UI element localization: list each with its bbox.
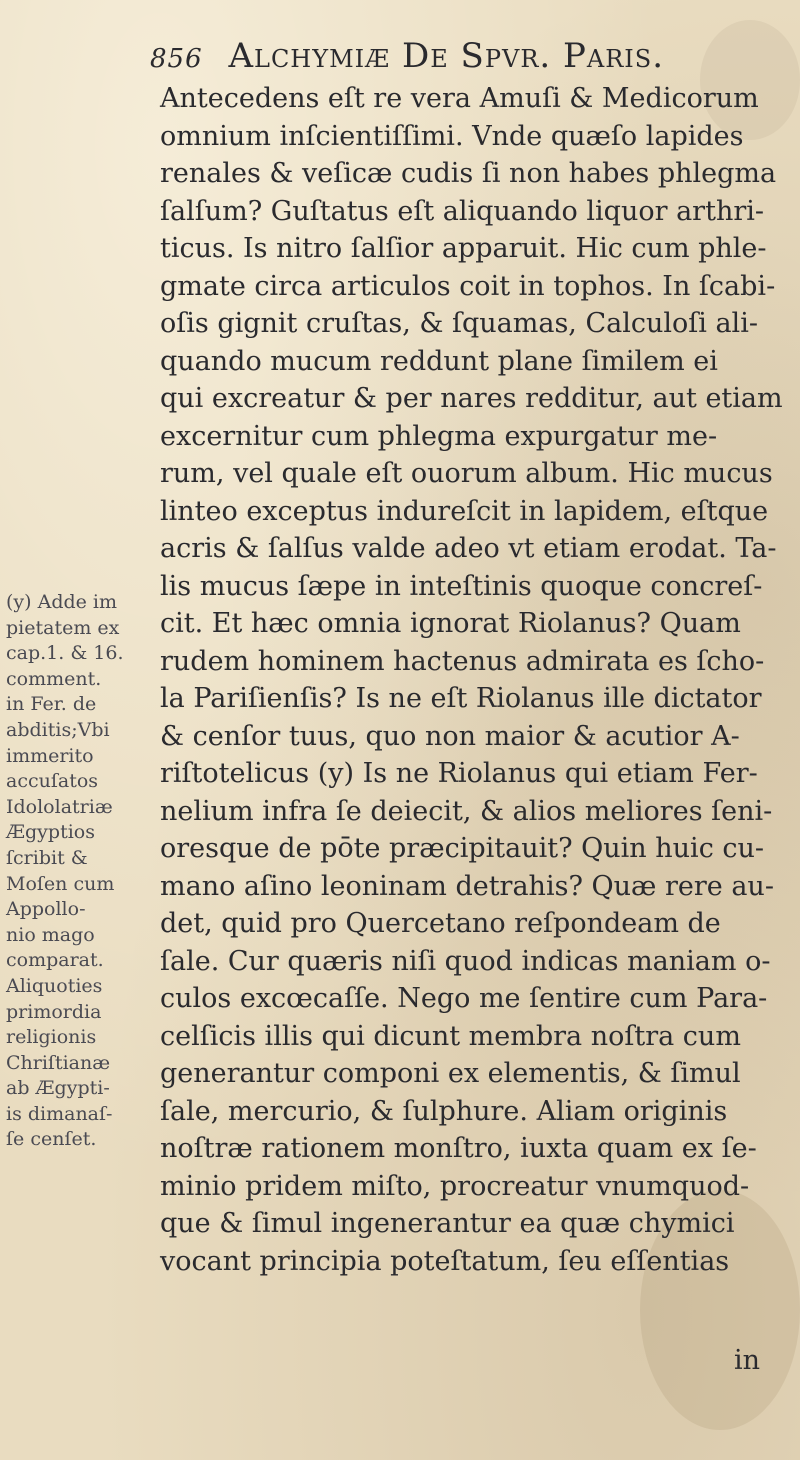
margin-note-line: Idololatriæ	[6, 795, 113, 818]
text-line: det, quid pro Quercetano reſpondeam de	[160, 908, 721, 939]
margin-note-line: religionis	[6, 1026, 97, 1049]
margin-note-line: nio mago	[6, 923, 95, 946]
text-line: que & ſimul ingenerantur ea quæ chymici	[160, 1208, 735, 1239]
page-number: 856	[150, 44, 203, 74]
text-line: Antecedens eſt re vera Amuſi & Medicorum	[160, 83, 759, 114]
marginal-note	[6, 590, 151, 1153]
text-line: acris & ſalſus valde adeo vt etiam erodat. Ta-	[160, 533, 777, 564]
margin-note-line: in Fer. de	[6, 693, 97, 716]
catchword: in	[734, 1345, 761, 1376]
text-line: rudem hominem hactenus admirata es ſcho-	[160, 645, 765, 677]
text-line: minio pridem miſto, procreatur vnumquod-	[160, 1170, 750, 1202]
margin-note-line: pietatem ex	[6, 616, 120, 639]
margin-note-line: accuſatos	[6, 770, 99, 793]
text-line: la Pariſienſis? Is ne eſt Riolanus ille dictator	[160, 683, 762, 714]
margin-note-line: (y) Adde im	[6, 591, 118, 613]
margin-note-line: ab Ægypti-	[6, 1077, 110, 1100]
margin-note-line: Appollo-	[6, 898, 86, 921]
margin-note-line: is dimanaſ-	[6, 1102, 113, 1125]
margin-note-line: ſcribit &	[6, 846, 88, 869]
text-line: ſalſum? Guſtatus eſt aliquando liquor arthri-	[160, 195, 764, 227]
margin-note-line: comparat.	[6, 949, 104, 972]
text-line: mano aſino leoninam detrahis? Quæ rere au-	[160, 870, 774, 902]
margin-note-line: Aliquoties	[6, 974, 103, 997]
margin-note-line: ſe cenſet.	[6, 1128, 97, 1151]
text-line: oresque de pōte præcipitauit? Quin huic cu-	[160, 833, 765, 864]
margin-note-line: primordia	[6, 1000, 102, 1023]
text-line: culos excœcaſſe. Nego me ſentire cum Para-	[160, 983, 768, 1014]
text-line: omnium inſcientiſſimi. Vnde quæſo lapides	[160, 120, 744, 152]
text-line: qui excreatur & per nares redditur, aut etiam	[160, 383, 783, 414]
text-line: oſis gignit cruſtas, & ſquamas, Calculoſi ali-	[160, 308, 758, 339]
text-line: nelium infra ſe deiecit, & alios meliores ſeni-	[160, 795, 773, 827]
text-line: quando mucum reddunt plane ſimilem ei	[160, 345, 718, 377]
margin-note-line: Ægyptios	[6, 821, 95, 844]
margin-note-line: comment.	[6, 667, 102, 690]
text-line: generantur componi ex elementis, & ſimul	[160, 1058, 741, 1089]
text-line: renales & veſicæ cudis ſi non habes phlegma	[160, 158, 777, 189]
running-title: Alchymiæ De Spvr. Paris.	[228, 36, 665, 76]
text-line: rum, vel quale eſt ouorum album. Hic mucus	[160, 458, 773, 489]
text-line: riſtotelicus (y) Is ne Riolanus qui etiam Fer-	[160, 758, 758, 789]
text-line: cit. Et hæc omnia ignorat Riolanus? Quam	[160, 608, 741, 639]
margin-note-line: cap.1. & 16.	[6, 642, 124, 665]
main-text-block	[160, 80, 783, 1280]
margin-note-line: Chriſtianæ	[6, 1051, 111, 1074]
text-line: excernitur cum phlegma expurgatur me-	[160, 420, 718, 452]
text-line: vocant principia poteſtatum, ſeu eſſentias	[160, 1245, 730, 1277]
text-line: linteo exceptus indureſcit in lapidem, eſtque	[160, 495, 769, 527]
text-line: noſtræ rationem monſtro, iuxta quam ex ſe-	[160, 1133, 757, 1164]
text-line: gmate circa articulos coit in tophos. In ſcabi-	[160, 270, 776, 302]
text-line: & cenſor tuus, quo non maior & acutior A-	[160, 720, 740, 752]
margin-note-line: abditis;Vbi	[6, 718, 110, 741]
margin-note-line: immerito	[6, 744, 94, 767]
text-line: ticus. Is nitro ſalſior apparuit. Hic cum phle-	[160, 233, 767, 264]
text-line: ſale, mercurio, & ſulphure. Aliam originis	[160, 1095, 728, 1127]
page-header	[150, 34, 770, 78]
text-line: celſicis illis qui dicunt membra noſtra cum	[160, 1020, 741, 1052]
margin-note-line: Moſen cum	[6, 872, 115, 895]
text-line: lis mucus ſæpe in inteſtinis quoque concreſ-	[160, 570, 763, 602]
text-line: ſale. Cur quæris niſi quod indicas maniam o-	[160, 945, 771, 977]
